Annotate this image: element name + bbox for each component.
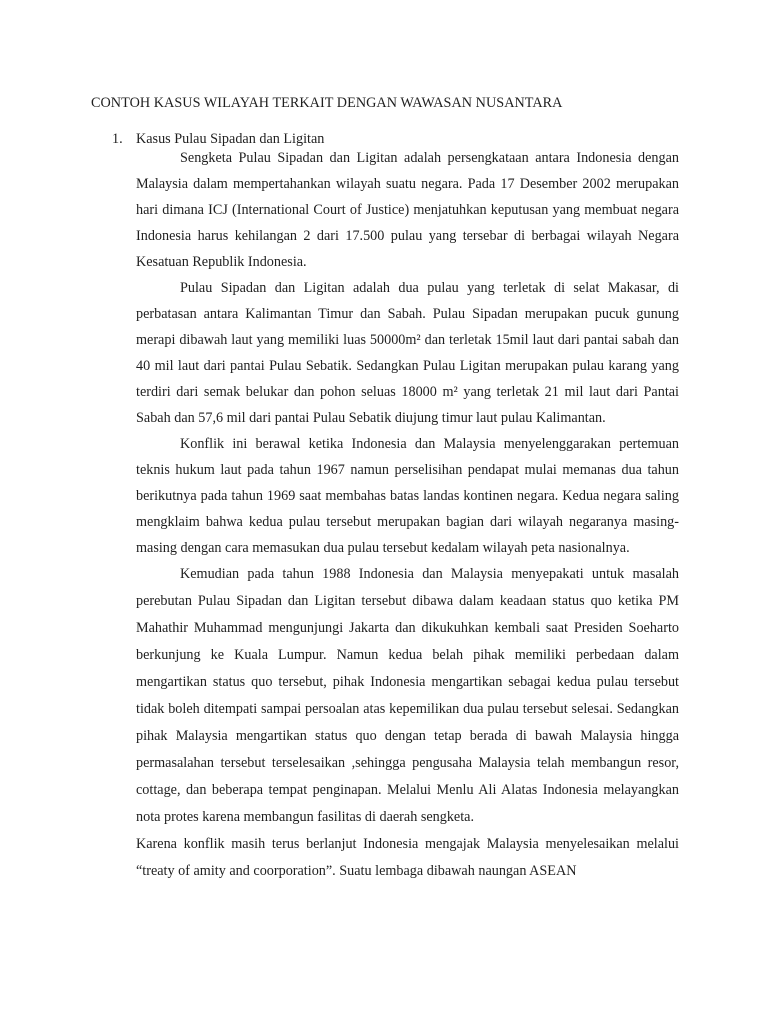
document-body: [136, 145, 679, 885]
paragraph-1: Sengketa Pulau Sipadan dan Ligitan adalah persengkataan antara Indonesia dengan Malaysia dalam mempertahankan wilayah suatu negara. Pada 17 Desember 2002 merupakan hari dimana ICJ (International Court of Justice) menjatuhkan keputusan yang membuat negara Indonesia harus kehilangan 2 dari 17.500 pulau yang tersebar di berbagai wilayah Negara Kesatuan Republik Indonesia.: [136, 150, 679, 270]
paragraph-3: Konflik ini berawal ketika Indonesia dan Malaysia menyelenggarakan pertemuan teknis hukum laut pada tahun 1967 namun perselisihan pendapat mulai memanas dua tahun berikutnya pada tahun 1969 saat membahas batas landas kontinen negara. Kedua negara saling mengklaim bahwa kedua pulau tersebut merupakan bagian dari wilayah negaranya masing-masing dengan cara memasukan dua pulau tersebut kedalam wilayah peta nasionalnya.: [136, 436, 679, 556]
paragraph-2: Pulau Sipadan dan Ligitan adalah dua pulau yang terletak di selat Makasar, di perbatasan antara Kalimantan Timur dan Sabah. Pulau Sipadan merupakan pucuk gunung merapi dibawah laut yang memiliki luas 50000m² dan terletak 15mil laut dari pantai sabah dan 40 mil laut dari pantai Pulau Sebatik. Sedangkan Pulau Ligitan merupakan pulau karang yang terdiri dari semak belukar dan pohon seluas 18000 m² yang terletak 21 mil laut dari Pantai Sabah dan 57,6 mil dari pantai Pulau Sebatik diujung timur laut pulau Kalimantan.: [136, 280, 679, 426]
document-title: CONTOH KASUS WILAYAH TERKAIT DENGAN WAWASAN NUSANTARA: [91, 95, 563, 111]
paragraph-5: Karena konflik masih terus berlanjut Indonesia mengajak Malaysia menyelesaikan melalui “treaty of amity and coorporation”. Suatu lembaga dibawah naungan ASEAN: [136, 836, 679, 879]
list-item-heading: Kasus Pulau Sipadan dan Ligitan: [136, 131, 325, 147]
list-item-number: 1.: [112, 131, 123, 147]
paragraph-4: Kemudian pada tahun 1988 Indonesia dan Malaysia menyepakati untuk masalah perebutan Pulau Sipadan dan Ligitan tersebut dibawa dalam keadaan status quo ketika PM Mahathir Muhammad mengunjungi Jakarta dan dikukuhkan kembali saat Presiden Soeharto berkunjung ke Kuala Lumpur. Namun kedua belah pihak memiliki perbedaan dalam mengartikan status quo tersebut, pihak Indonesia mengartikan sebagai kedua pulau tersebut tidak boleh ditempati sampai persoalan atas kepemilikan dua pulau tersebut selesai. Sedangkan pihak Malaysia mengartikan status quo dengan tetap berada di bawah Malaysia hingga permasalahan tersebut terselesaikan ,sehingga pengusaha Malaysia telah membangun resor, cottage, dan beberapa tempat penginapan. Melalui Menlu Ali Alatas Indonesia melayangkan nota protes karena membangun fasilitas di daerah sengketa.: [136, 566, 679, 825]
